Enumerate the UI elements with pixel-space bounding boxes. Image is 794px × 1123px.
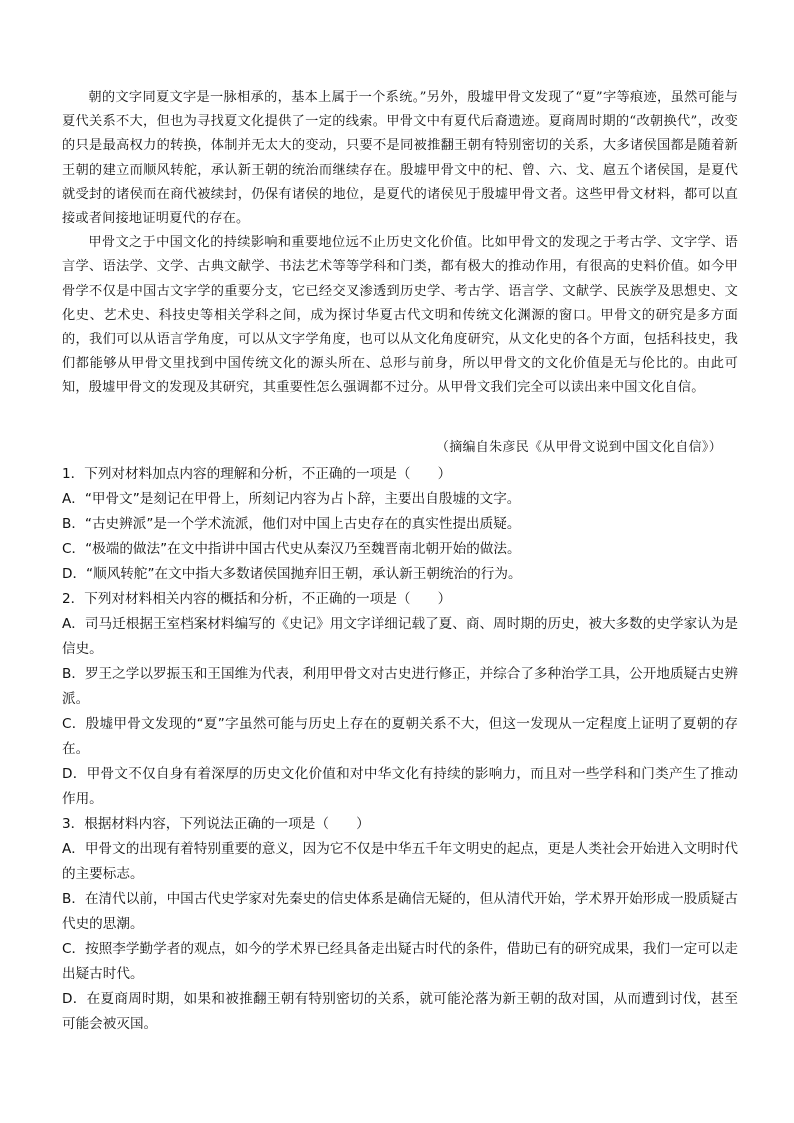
reading-passage <box>62 86 738 401</box>
passage-paragraph-2: 甲骨文之于中国文化的持续影响和重要地位远不止历史文化价值。比如甲骨文的发现之于考古学、文字学、语言学、语法学、文学、古典文献学、书法艺术等等学科和门类，都有极大的推动作用，有很高的史料价值。如今甲骨学不仅是中国古文字学的重要分支，它已经交叉渗透到历史学、考古学、语言学、文献学、民族学及思想史、文化史、艺术史、科技史等相关学科之间，成为探讨华夏古代文明和传统文化渊源的窗口。甲骨文的研究是多方面的，我们可以从语言学角度，可以从文字学角度，也可以从文化角度研究，从文化史的各个方面，包括科技史，我们都能够从甲骨文里找到中国传统文化的源头所在、总形与前身，所以甲骨文的文化价值是无与伦比的。由此可知，殷墟甲骨文的发现及其研究，其重要性怎么强调都不过分。从甲骨文我们完全可以读出来中国文化自信。 <box>62 235 738 396</box>
option-a: A．甲骨文的出现有着特别重要的意义，因为它不仅是中华五千年文明史的起点，更是人类社会开始进入文明时代的主要标志。 <box>62 841 738 882</box>
question-2 <box>62 587 738 812</box>
option-a: A．“甲骨文”是刻记在甲骨上，所刻记内容为占卜辞，主要出自殷墟的文字。 <box>62 491 521 507</box>
option-d: D．“顺风转舵”在文中指大多数诸侯国抛弃旧王朝，承认新王朝统治的行为。 <box>62 566 522 582</box>
passage-paragraph-1: 朝的文字同夏文字是一脉相承的，基本上属于一个系统。”另外，殷墟甲骨文发现了“夏”字等痕迹，虽然可能与夏代关系不大，但也为寻找夏文化提供了一定的线索。甲骨文中有夏代后裔遗迹。夏商周时期的“改朝换代”，改变的只是最高权力的转换，体制并无太大的变动，只要不是同被推翻王朝有特别密切的关系，大多诸侯国都是随着新王朝的建立而顺风转舵，承认新王朝的统治而继续存在。殷墟甲骨文中的杞、曾、六、戈、扈五个诸侯国，是夏代就受封的诸侯而在商代被续封，仍保有诸侯的地位，是夏代的诸侯见于殷墟甲骨文者。这些甲骨文材料，都可以直接或者间接地证明夏代的存在。 <box>62 90 738 227</box>
option-b: B．“古史辨派”是一个学术流派，他们对中国上古史存在的真实性提出质疑。 <box>62 516 521 532</box>
question-stem: 1．下列对材料加点内容的理解和分析，不正确的一项是（ ） <box>62 466 452 482</box>
option-b: B．在清代以前，中国古代史学家对先秦史的信史体系是确信无疑的，但从清代开始，学术界开始形成一股质疑古代史的思潮。 <box>62 891 738 932</box>
question-1 <box>62 462 738 587</box>
option-d: D．在夏商周时期，如果和被推翻王朝有特别密切的关系，就可能沦落为新王朝的敌对国，从而遭到讨伐，甚至可能会被灭国。 <box>62 991 738 1032</box>
option-c: C．按照李学勤学者的观点，如今的学术界已经具备走出疑古时代的条件，借助已有的研究成果，我们一定可以走出疑古时代。 <box>62 941 738 982</box>
option-c: C．殷墟甲骨文发现的“夏”字虽然可能与历史上存在的夏朝关系不大，但这一发现从一定程度上证明了夏朝的存在。 <box>62 716 738 757</box>
question-stem: 3．根据材料内容，下列说法正确的一项是（ ） <box>62 816 370 832</box>
option-a: A．司马迁根据王室档案材料编写的《史记》用文字详细记载了夏、商、周时期的历史，被大多数的史学家认为是信史。 <box>62 616 738 657</box>
question-stem: 2．下列对材料相关内容的概括和分析，不正确的一项是（ ） <box>62 591 452 607</box>
question-list <box>62 462 738 1037</box>
question-3 <box>62 812 738 1037</box>
option-b: B．罗王之学以罗振玉和王国维为代表，利用甲骨文对古史进行修正，并综合了多种治学工具，公开地质疑古史辨派。 <box>62 666 738 707</box>
option-d: D．甲骨文不仅自身有着深厚的历史文化价值和对中华文化有持续的影响力，而且对一些学科和门类产生了推动作用。 <box>62 766 738 807</box>
option-c: C．“极端的做法”在文中指讲中国古代史从秦汉乃至魏晋南北朝开始的做法。 <box>62 541 521 557</box>
passage-source: （摘编自朱彦民《从甲骨文说到中国文化自信》） <box>435 440 722 455</box>
